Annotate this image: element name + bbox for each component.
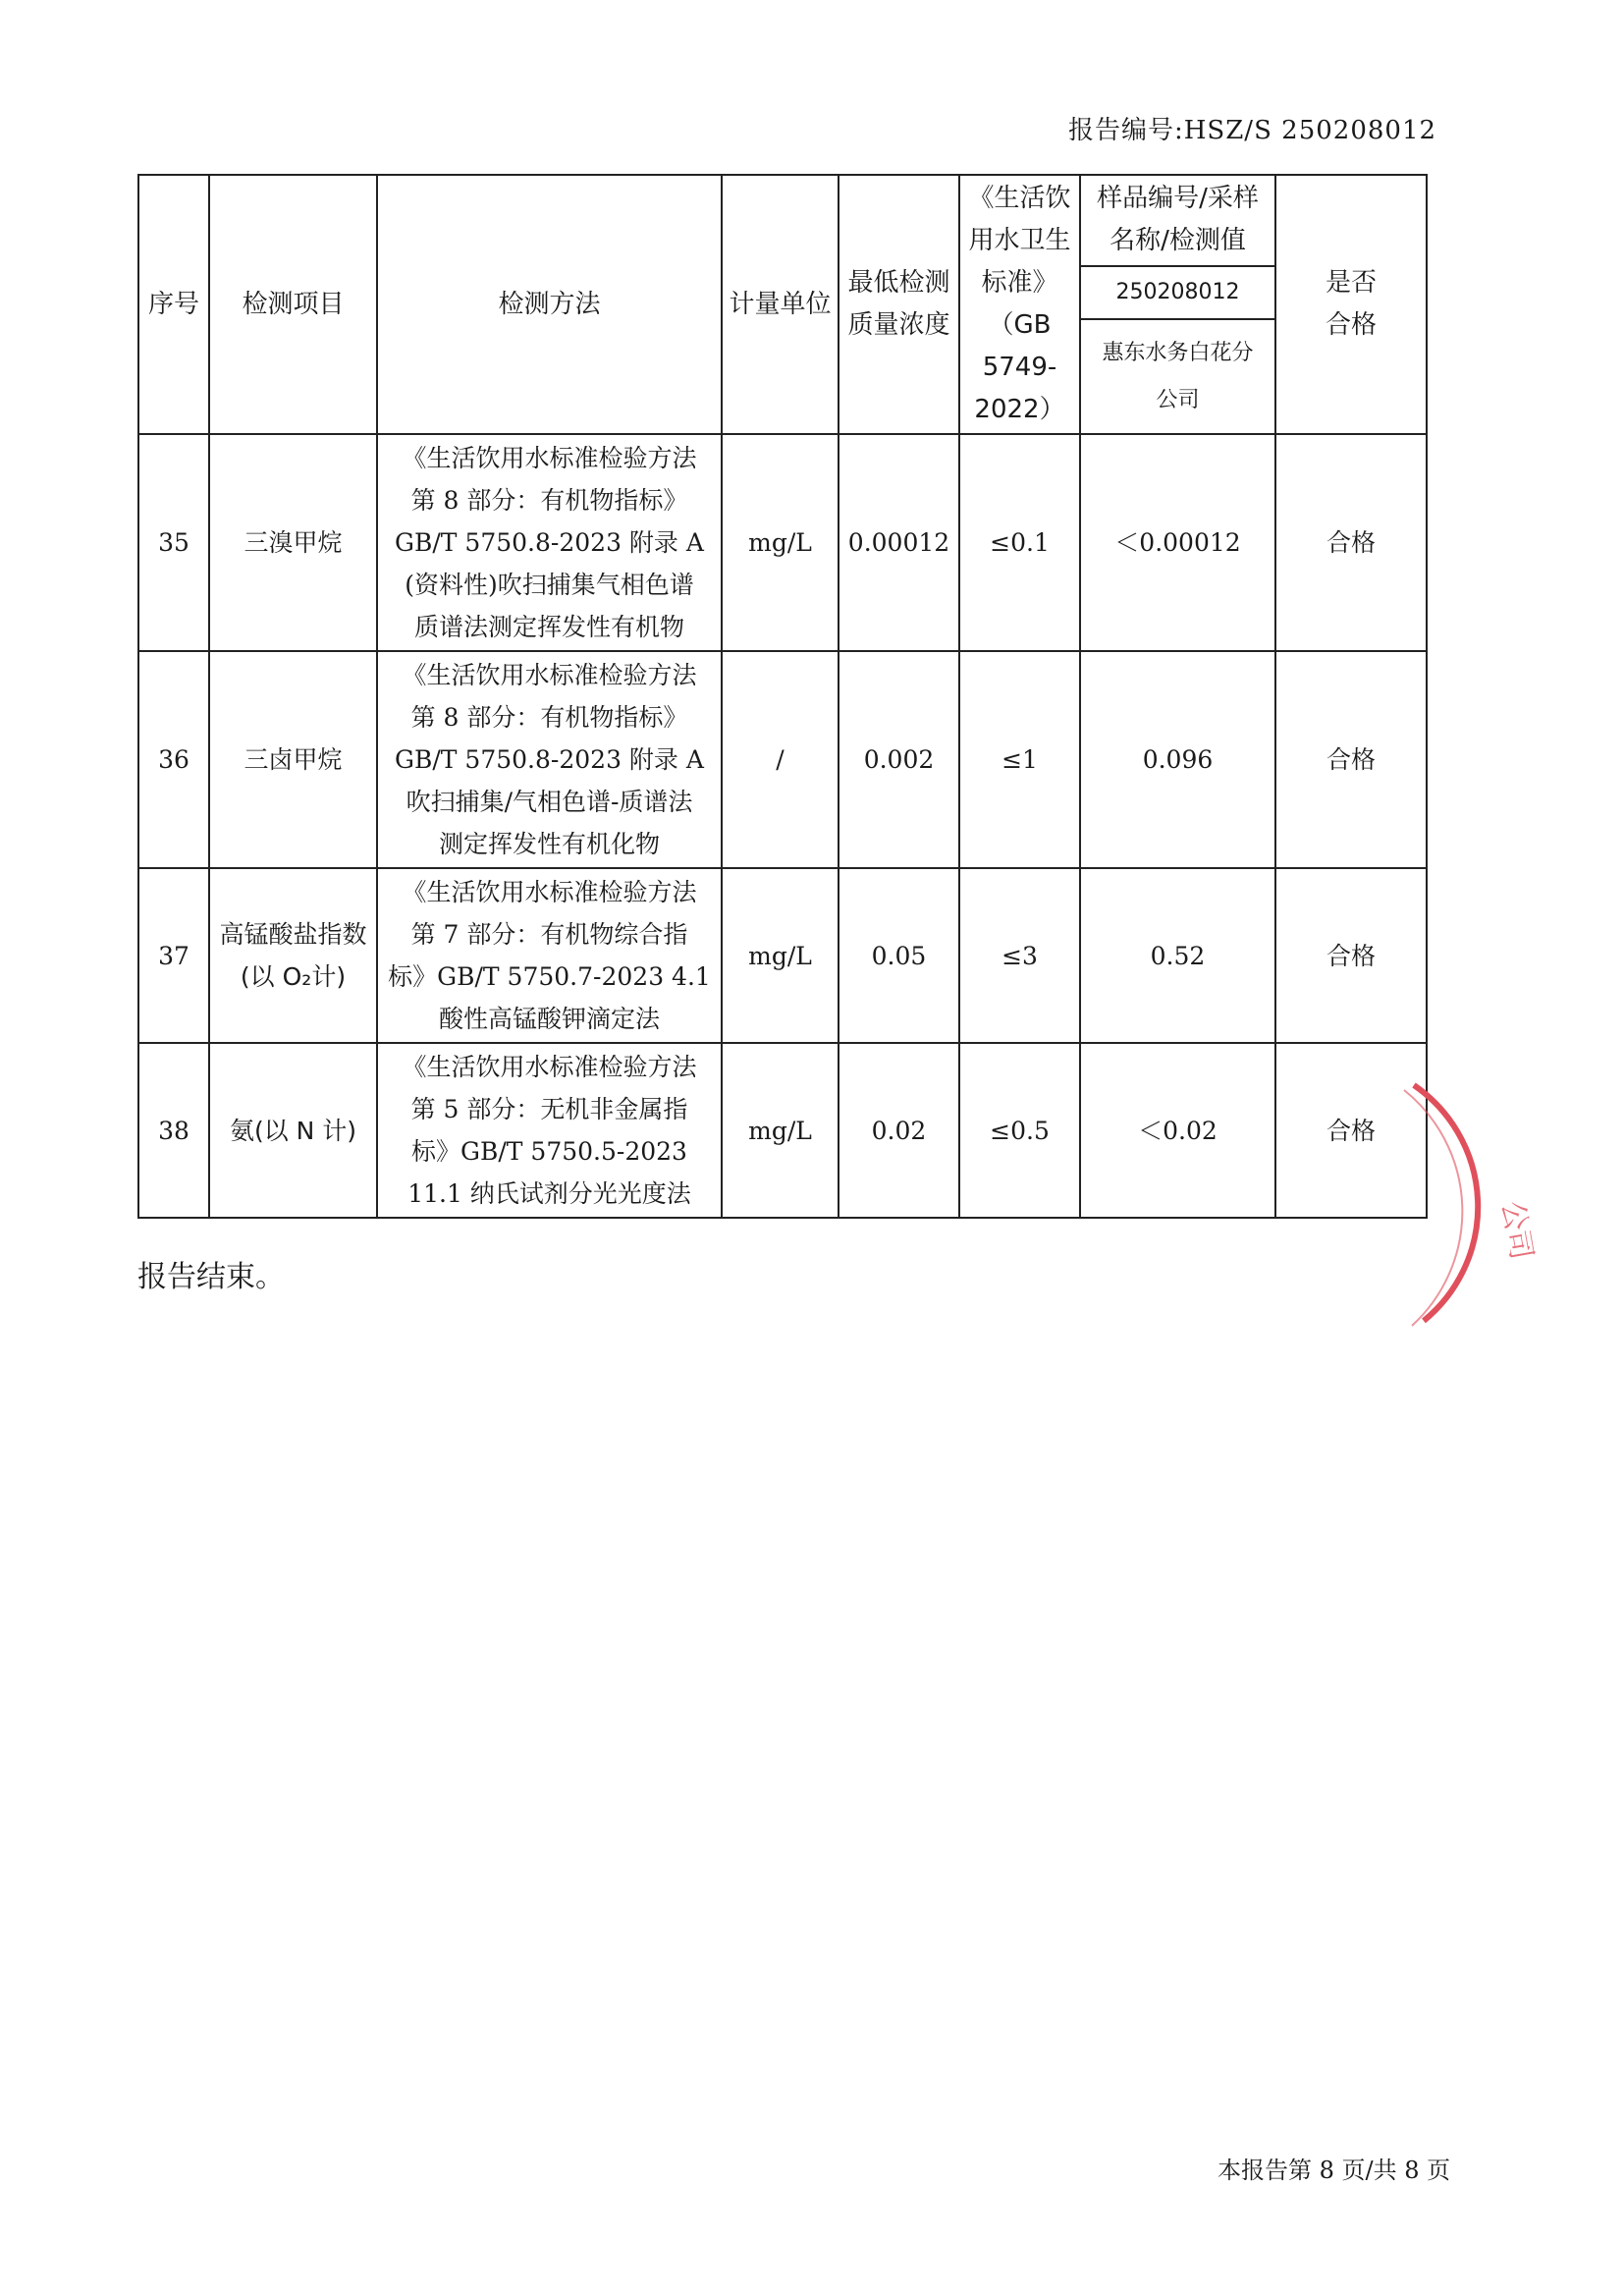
cell-method-line: 第 8 部分：有机物指标》 xyxy=(410,486,688,515)
cell-method-line: GB/T 5750.8-2023 附录 A xyxy=(395,745,704,774)
report-end-note: 报告结束。 xyxy=(137,1260,285,1294)
cell-method xyxy=(377,868,722,1043)
cell-item-line: 氨(以 N 计) xyxy=(229,1116,357,1145)
cell-item-line: 三溴甲烷 xyxy=(244,528,343,557)
cell-unit: mg/L xyxy=(722,868,839,1043)
cell-seq: 35 xyxy=(138,434,209,651)
header-seq: 序号 xyxy=(138,175,209,434)
header-sample-name xyxy=(1080,319,1275,434)
header-min-conc-line: 质量浓度 xyxy=(847,310,950,340)
header-min-conc xyxy=(839,175,959,434)
cell-item-line: 三卤甲烷 xyxy=(244,745,343,774)
seal-text: 公司 xyxy=(1494,1198,1540,1263)
cell-limit: ≤0.1 xyxy=(959,434,1080,651)
cell-unit: mg/L xyxy=(722,1043,839,1218)
cell-min-conc: 0.02 xyxy=(839,1043,959,1218)
cell-method-line: 《生活饮用水标准检验方法 xyxy=(402,878,697,906)
results-table xyxy=(137,174,1428,1219)
cell-method-line: 第 8 部分：有机物指标》 xyxy=(410,703,688,732)
cell-value: ＜0.00012 xyxy=(1080,434,1275,651)
table-row xyxy=(138,868,1427,1043)
cell-value: 0.096 xyxy=(1080,651,1275,868)
cell-method-line: 标》GB/T 5750.7-2023 4.1 xyxy=(388,962,711,991)
cell-item-line: (以 O₂计) xyxy=(240,962,347,991)
header-verdict xyxy=(1275,175,1427,434)
cell-method-line: 《生活饮用水标准检验方法 xyxy=(402,661,697,689)
cell-method-line: 11.1 纳氏试剂分光光度法 xyxy=(407,1179,691,1208)
header-standard xyxy=(959,175,1080,434)
table-row xyxy=(138,434,1427,651)
header-verdict-line: 合格 xyxy=(1325,310,1377,340)
header-method: 检测方法 xyxy=(377,175,722,434)
cell-verdict: 合格 xyxy=(1275,434,1427,651)
cell-seq: 37 xyxy=(138,868,209,1043)
cell-method-line: 第 5 部分：无机非金属指 xyxy=(410,1095,688,1123)
cell-seq: 36 xyxy=(138,651,209,868)
header-standard-line: 用水卫生 xyxy=(968,226,1071,255)
cell-value: 0.52 xyxy=(1080,868,1275,1043)
cell-verdict: 合格 xyxy=(1275,868,1427,1043)
seal-ring xyxy=(1414,1085,1478,1321)
header-unit: 计量单位 xyxy=(722,175,839,434)
cell-method-line: 质谱法测定挥发性有机物 xyxy=(413,613,684,641)
header-sample-name-line: 惠东水务白花分 xyxy=(1102,340,1254,365)
cell-seq: 38 xyxy=(138,1043,209,1218)
cell-value: ＜0.02 xyxy=(1080,1043,1275,1218)
cell-item xyxy=(209,868,377,1043)
header-standard-line: 2022） xyxy=(974,395,1065,424)
cell-method xyxy=(377,1043,722,1218)
cell-min-conc: 0.05 xyxy=(839,868,959,1043)
report-number: 报告编号:HSZ/S 250208012 xyxy=(1068,116,1437,145)
cell-item xyxy=(209,1043,377,1218)
cell-method-line: 《生活饮用水标准检验方法 xyxy=(402,1053,697,1081)
cell-limit: ≤1 xyxy=(959,651,1080,868)
cell-method-line: 测定挥发性有机化物 xyxy=(438,830,660,858)
cell-method-line: 酸性高锰酸钾滴定法 xyxy=(438,1005,660,1033)
header-item: 检测项目 xyxy=(209,175,377,434)
cell-method-line: 第 7 部分：有机物综合指 xyxy=(410,920,688,949)
header-sample-group-line: 样品编号/采样 xyxy=(1097,184,1259,214)
cell-limit: ≤3 xyxy=(959,868,1080,1043)
header-sample-group-line: 名称/检测值 xyxy=(1110,226,1246,256)
cell-verdict: 合格 xyxy=(1275,651,1427,868)
page-number: 本报告第 8 页/共 8 页 xyxy=(1218,2157,1451,2184)
header-sample-name-line: 公司 xyxy=(1156,387,1200,412)
header-sample-number: 250208012 xyxy=(1080,266,1275,319)
cell-method-line: 《生活饮用水标准检验方法 xyxy=(402,444,697,472)
cell-unit: mg/L xyxy=(722,434,839,651)
cell-min-conc: 0.002 xyxy=(839,651,959,868)
header-min-conc-line: 最低检测 xyxy=(847,268,950,298)
cell-limit: ≤0.5 xyxy=(959,1043,1080,1218)
cell-method-line: (资料性)吹扫捕集气相色谱 xyxy=(405,571,694,599)
header-standard-line: 标准》 xyxy=(981,268,1058,298)
header-standard-line: 《生活饮 xyxy=(968,184,1071,213)
cell-method-line: 标》GB/T 5750.5-2023 xyxy=(411,1137,687,1166)
header-standard-line: 5749- xyxy=(982,353,1057,382)
cell-item-line: 高锰酸盐指数 xyxy=(219,920,367,949)
header-standard-line: （GB xyxy=(988,310,1052,340)
cell-method xyxy=(377,651,722,868)
cell-method-line: 吹扫捕集/气相色谱-质谱法 xyxy=(406,788,693,816)
cell-item xyxy=(209,434,377,651)
table-row xyxy=(138,1043,1427,1218)
cell-item xyxy=(209,651,377,868)
table-row xyxy=(138,651,1427,868)
cell-unit: / xyxy=(722,651,839,868)
cell-verdict: 合格 xyxy=(1275,1043,1427,1218)
cell-method-line: GB/T 5750.8-2023 附录 A xyxy=(395,528,704,557)
cell-min-conc: 0.00012 xyxy=(839,434,959,651)
company-seal xyxy=(1394,1075,1600,1331)
header-sample-group xyxy=(1080,175,1275,266)
header-verdict-line: 是否 xyxy=(1325,268,1377,298)
header-row-1 xyxy=(138,175,1427,266)
cell-method xyxy=(377,434,722,651)
